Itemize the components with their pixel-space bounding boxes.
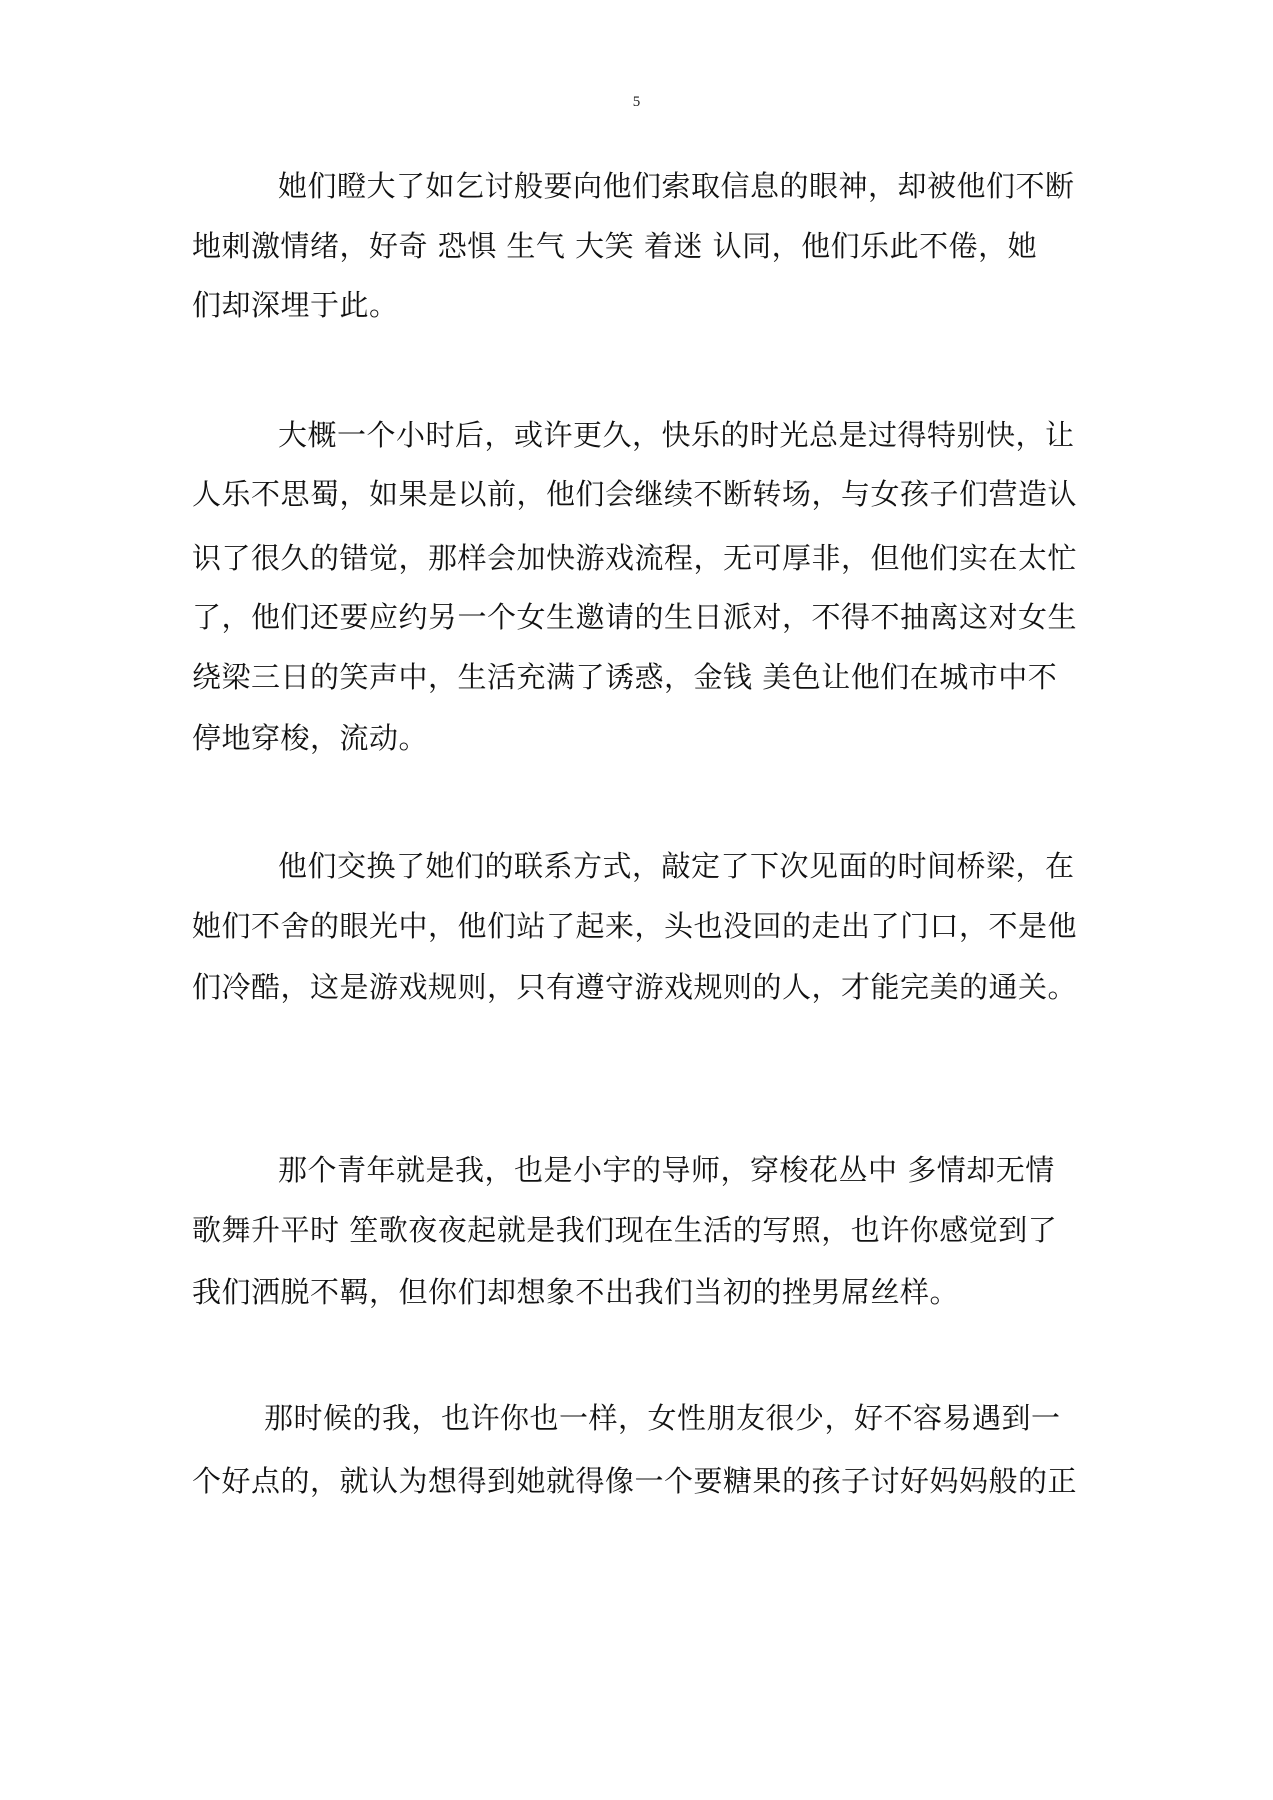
paragraph-4-line-3: 我们洒脱不羁，但你们却想象不出我们当初的挫男屌丝样。 <box>192 1275 960 1309</box>
paragraph-4-line-1: 那个青年就是我，也是小宇的导师，穿梭花丛中 多情却无情 <box>278 1153 1055 1187</box>
paragraph-1-line-3: 们却深埋于此。 <box>192 288 399 322</box>
paragraph-2-line-3: 识了很久的错觉，那样会加快游戏流程，无可厚非，但他们实在太忙 <box>192 541 1078 575</box>
paragraph-2-line-4: 了，他们还要应约另一个女生邀请的生日派对，不得不抽离这对女生 <box>192 600 1078 634</box>
paragraph-2-line-1: 大概一个小时后，或许更久，快乐的时光总是过得特别快，让 <box>278 418 1075 452</box>
paragraph-3-line-2: 她们不舍的眼光中，他们站了起来，头也没回的走出了门口，不是他 <box>192 909 1078 943</box>
paragraph-4-line-2: 歌舞升平时 笙歌夜夜起就是我们现在生活的写照，也许你感觉到了 <box>192 1213 1058 1247</box>
page-number: 5 <box>632 94 641 110</box>
paragraph-1-line-2: 地刺激情绪，好奇 恐惧 生气 大笑 着迷 认同，他们乐此不倦，她 <box>192 229 1038 263</box>
paragraph-2-line-6: 停地穿梭，流动。 <box>192 721 429 755</box>
paragraph-5-line-1: 那时候的我，也许你也一样，女性朋友很少，好不容易遇到一 <box>264 1401 1061 1435</box>
paragraph-5-line-2: 个好点的，就认为想得到她就得像一个要糖果的孩子讨好妈妈般的正 <box>192 1464 1078 1498</box>
paragraph-1-line-1: 她们瞪大了如乞讨般要向他们索取信息的眼神，却被他们不断 <box>278 169 1075 203</box>
paragraph-3-line-3: 们冷酷，这是游戏规则，只有遵守游戏规则的人，才能完美的通关。 <box>192 970 1078 1004</box>
paragraph-3-line-1: 他们交换了她们的联系方式，敲定了下次见面的时间桥梁，在 <box>278 849 1075 883</box>
paragraph-2-line-5: 绕梁三日的笑声中，生活充满了诱惑，金钱 美色让他们在城市中不 <box>192 660 1058 694</box>
paragraph-2-line-2: 人乐不思蜀，如果是以前，他们会继续不断转场，与女孩子们营造认 <box>192 477 1078 511</box>
